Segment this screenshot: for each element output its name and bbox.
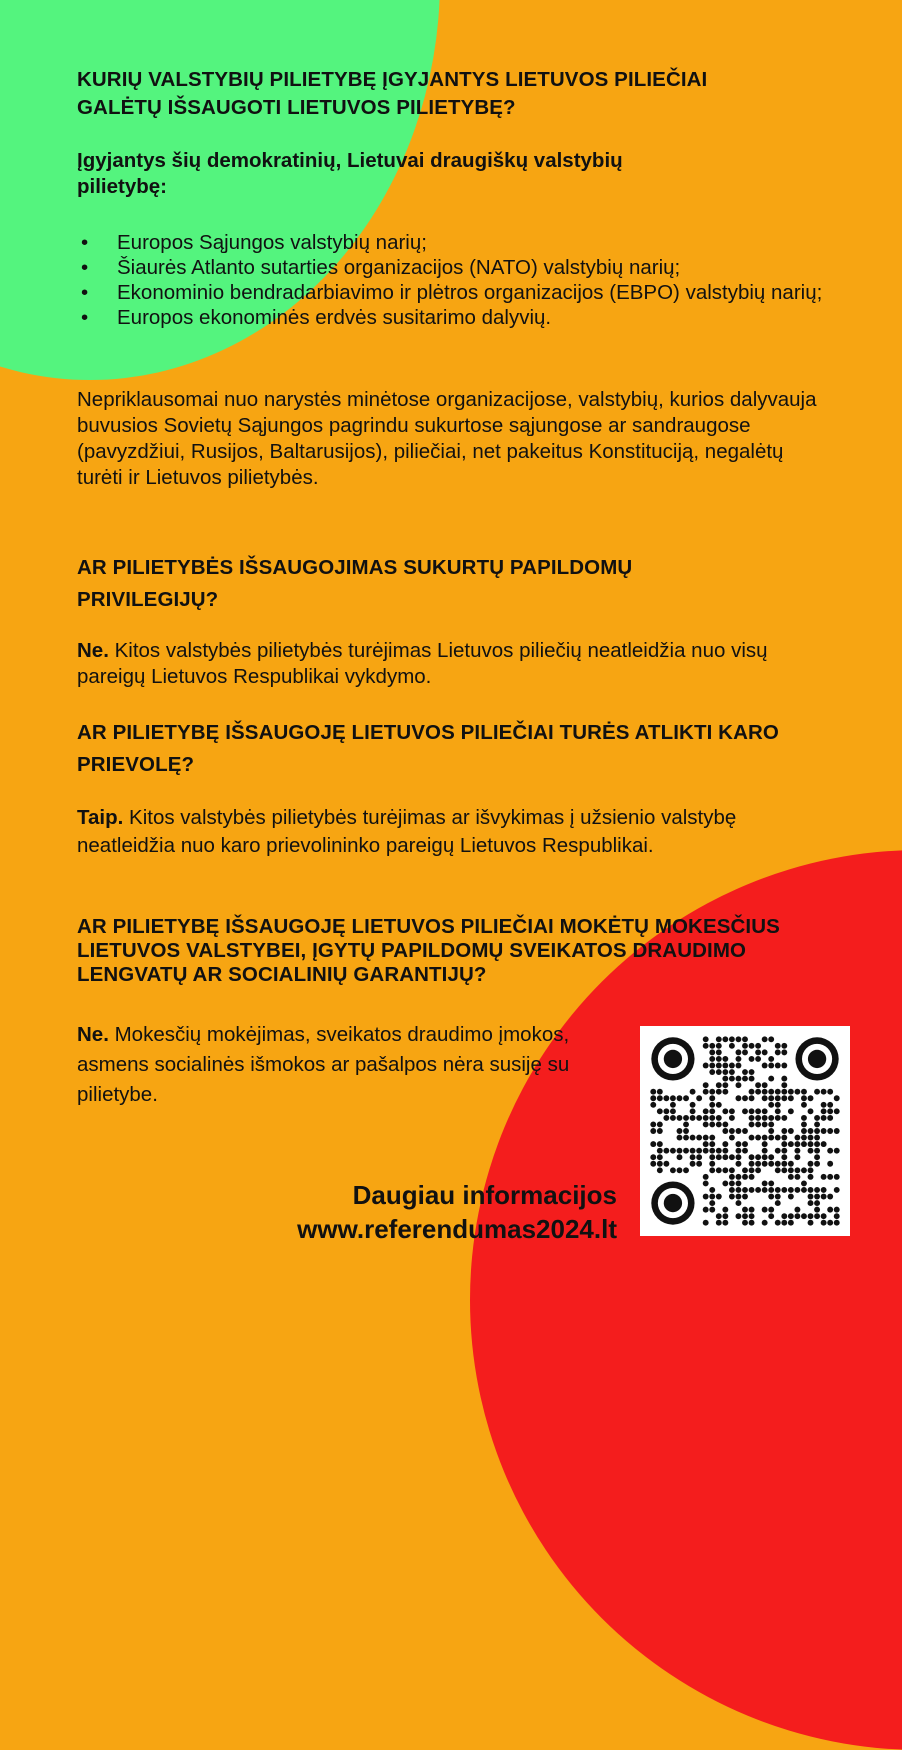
list-item: • Ekonominio bendradarbiavimo ir plėtros organizacijos (EBPO) valstybių narių;: [77, 280, 837, 305]
q3-heading: AR PILIETYBĘ IŠSAUGOJĘ LIETUVOS PILIEČIAI TURĖS ATLIKTI KARO PRIEVOLĘ?: [77, 721, 779, 776]
qr-code-icon: [650, 1036, 840, 1226]
q4-heading: AR PILIETYBĘ IŠSAUGOJĘ LIETUVOS PILIEČIAI MOKĖTŲ MOKESČIUS LIETUVOS VALSTYBEI, ĮGYTŲ PAPILDOMŲ SVEIKATOS DRAUDIMO LENGVATŲ AR SOCIALINIŲ GARANTIJŲ?: [77, 915, 780, 986]
q3-answer-text: Kitos valstybės pilietybės turėjimas ar išvykimas į užsienio valstybę neatleidžia nuo karo prievolininko pareigų Lietuvos Respublikai.: [77, 806, 737, 857]
q1-note-section: [77, 387, 827, 491]
q2-answer: [77, 638, 777, 690]
q4-answer-text: Mokesčių mokėjimas, sveikatos draudimo įmokos, asmens socialinės išmokos ar pašalpos nėra susiję su pilietybe.: [77, 1023, 570, 1106]
qr-code[interactable]: [640, 1026, 850, 1236]
q3-section: [77, 717, 807, 781]
q2-heading: AR PILIETYBĖS IŠSAUGOJIMAS SUKURTŲ PAPILDOMŲ PRIVILEGIJŲ?: [77, 556, 633, 611]
q1-list: [77, 230, 837, 330]
q1-note: Nepriklausomai nuo narystės minėtose organizacijose, valstybių, kurios dalyvauja buvusios Sovietų Sąjungos pagrindu sukurtose sąjungose ar sandraugose (pavyzdžiui, Rusijos, Baltarusijos), piliečiai, net pakeitus Konstituciją, negalėtų turėti ir Lietuvos pilietybės.: [77, 388, 817, 489]
list-item: • Europos ekonominės erdvės susitarimo dalyvių.: [77, 305, 837, 330]
q1-subsection: [77, 148, 637, 200]
q3-answer-section: [77, 804, 807, 860]
q4-answer-lead: Ne.: [77, 1023, 109, 1046]
q1-section: [77, 66, 797, 122]
footer-info-text: Daugiau informacijos: [352, 1180, 617, 1210]
list-item: • Europos Sąjungos valstybių narių;: [77, 230, 837, 255]
q4-answer: [77, 1020, 617, 1110]
list-item: • Šiaurės Atlanto sutarties organizacijos (NATO) valstybių narių;: [77, 255, 837, 280]
q3-answer-lead: Taip.: [77, 806, 124, 829]
q1-subheading: Įgyjantys šių demokratinių, Lietuvai draugiškų valstybių pilietybę:: [77, 149, 623, 198]
q4-section: [77, 915, 837, 987]
q1-list-section: [77, 230, 837, 330]
q1-heading: KURIŲ VALSTYBIŲ PILIETYBĘ ĮGYJANTYS LIETUVOS PILIEČIAI GALĖTŲ IŠSAUGOTI LIETUVOS PILIETYBĘ?: [77, 68, 708, 119]
footer: [297, 1178, 617, 1246]
q3-answer: [77, 804, 807, 860]
q2-section: [77, 552, 777, 616]
footer-website-link[interactable]: www.referendumas2024.lt: [297, 1214, 617, 1244]
q2-answer-lead: Ne.: [77, 639, 109, 662]
q4-answer-section: [77, 1020, 617, 1110]
q2-answer-section: [77, 638, 777, 690]
q2-answer-text: Kitos valstybės pilietybės turėjimas Lietuvos piliečių neatleidžia nuo visų pareigų Lietuvos Respublikai vykdymo.: [77, 639, 768, 688]
